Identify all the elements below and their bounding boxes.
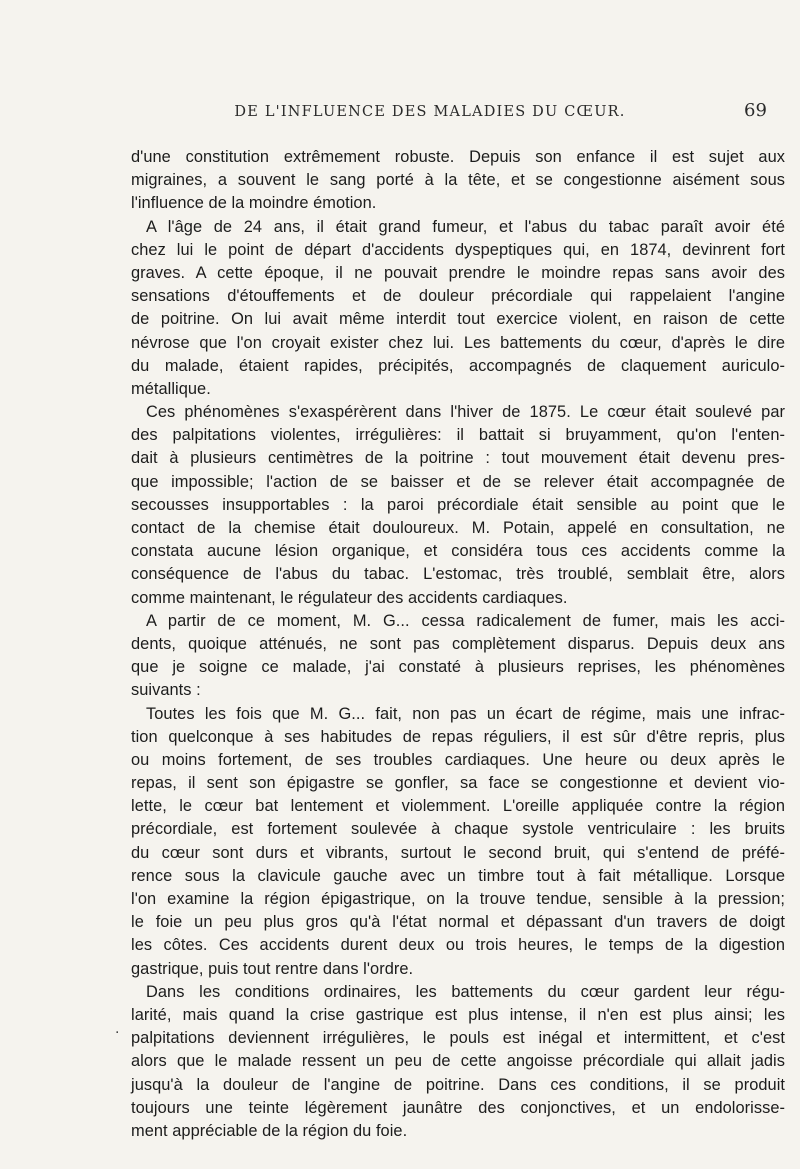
text-line: chez lui le point de départ d'accidents dyspeptiques qui, en 1874, devinrent fort bbox=[131, 240, 785, 259]
text-line: constata aucune lésion organique, et considéra tous ces accidents comme la bbox=[131, 542, 785, 561]
text-line: jusqu'à la douleur de l'angine de poitrine. Dans ces conditions, il se produit bbox=[131, 1075, 785, 1094]
text-line: toujours une teinte légèrement jaunâtre des conjonctives, et un endolorisse- bbox=[131, 1098, 785, 1117]
text-line: comme maintenant, le régulateur des accidents cardiaques. bbox=[131, 588, 568, 607]
text-line: l'on examine la région épigastrique, on la trouve tendue, sensible à la pression; bbox=[131, 890, 785, 908]
text-line: gastrique, puis tout rentre dans l'ordre. bbox=[131, 959, 414, 978]
text-line: secousses insupportables : la paroi précordiale était sensible au point que le bbox=[131, 495, 785, 514]
text-line: ou moins fortement, de ses troubles cardiaques. Une heure ou deux après le bbox=[131, 750, 785, 769]
text-line: métallique. bbox=[131, 379, 211, 398]
text-line: le foie un peu plus gros qu'à l'état normal et dépassant d'un travers de doigt bbox=[131, 913, 785, 932]
text-line: les côtes. Ces accidents durent deux ou trois heures, le temps de la digestion bbox=[131, 936, 785, 955]
text-line: que impossible; l'action de se baisser et de se relever était accompagnée de bbox=[131, 472, 785, 491]
text-line: contact de la chemise était douloureux. M. Potain, appelé en consultation, ne bbox=[131, 519, 785, 537]
text-line: de poitrine. On lui avait même interdit tout exercice violent, en raison de cette bbox=[131, 310, 785, 329]
text-line: conséquence de l'abus du tabac. L'estomac, très troublé, semblait être, alors bbox=[131, 565, 785, 584]
text-line: graves. A cette époque, il ne pouvait prendre le moindre repas sans avoir des bbox=[131, 263, 785, 282]
text-line: ment appréciable de la région du foie. bbox=[131, 1121, 408, 1140]
text-line: dait à plusieurs centimètres de la poitrine : tout mouvement était devenu pres- bbox=[131, 449, 785, 468]
text-line: Toutes les fois que M. G... fait, non pas un écart de régime, mais une infrac- bbox=[146, 704, 785, 723]
text-line: sensations d'étouffements et de douleur précordiale qui rappelaient l'angine bbox=[131, 287, 785, 306]
text-line: précordiale, est fortement soulevée à chaque systole ventriculaire : les bruits bbox=[131, 820, 785, 839]
body-text bbox=[0, 146, 800, 1143]
text-line: lette, le cœur bat lentement et violemment. L'oreille appliquée contre la région bbox=[131, 797, 785, 816]
text-line: névrose que l'on croyait exister chez lui. Les battements du cœur, d'après le dire bbox=[131, 333, 785, 352]
text-line: du malade, étaient rapides, précipités, accompagnés de claquement auriculo- bbox=[131, 356, 785, 375]
text-line: Dans les conditions ordinaires, les battements du cœur gardent leur régu- bbox=[146, 982, 785, 1001]
text-line: repas, il sent son épigastre se gonfler, sa face se congestionne et devient vio- bbox=[131, 774, 785, 793]
text-line: Ces phénomènes s'exaspérèrent dans l'hiver de 1875. Le cœur était soulevé par bbox=[146, 403, 785, 422]
text-line: d'une constitution extrêmement robuste. Depuis son enfance il est sujet aux bbox=[131, 148, 785, 166]
text-line: tion quelconque à ses habitudes de repas réguliers, il est sûr d'être repris, plus bbox=[131, 727, 785, 746]
running-title: DE L'INFLUENCE DES MALADIES DU CŒUR. bbox=[234, 104, 626, 120]
text-line: rence sous la clavicule gauche avec un timbre tout à fait métallique. Lorsque bbox=[131, 866, 785, 885]
page-number: 69 bbox=[744, 100, 767, 121]
text-line: suivants : bbox=[131, 681, 201, 700]
text-line: A l'âge de 24 ans, il était grand fumeur, et l'abus du tabac paraît avoir été bbox=[146, 217, 785, 236]
text-line: larité, mais quand la crise gastrique est plus intense, il n'en est plus ainsi; les bbox=[131, 1005, 785, 1024]
text-line: des palpitations violentes, irrégulières: il battait si bruyamment, qu'on l'enten- bbox=[131, 426, 785, 445]
text-line: palpitations deviennent irrégulières, le pouls est inégal et intermittent, et c'est bbox=[131, 1029, 785, 1048]
text-line: A partir de ce moment, M. G... cessa radicalement de fumer, mais les acci- bbox=[146, 611, 785, 630]
text-line: du cœur sont durs et vibrants, surtout le second bruit, qui s'entend de préfé- bbox=[131, 843, 785, 862]
text-line: que je soigne ce malade, j'ai constaté à plusieurs reprises, les phénomènes bbox=[131, 658, 785, 677]
text-line: alors que le malade ressent un peu de cette angoisse précordiale qui allait jadis bbox=[131, 1052, 785, 1071]
text-line: dents, quoique atténués, ne sont pas complètement disparus. Depuis deux ans bbox=[131, 634, 785, 653]
text-line: l'influence de la moindre émotion. bbox=[131, 194, 377, 213]
text-line: migraines, a souvent le sang porté à la tête, et se congestionne aisément sous bbox=[131, 171, 785, 190]
margin-mark: . bbox=[115, 1020, 120, 1037]
